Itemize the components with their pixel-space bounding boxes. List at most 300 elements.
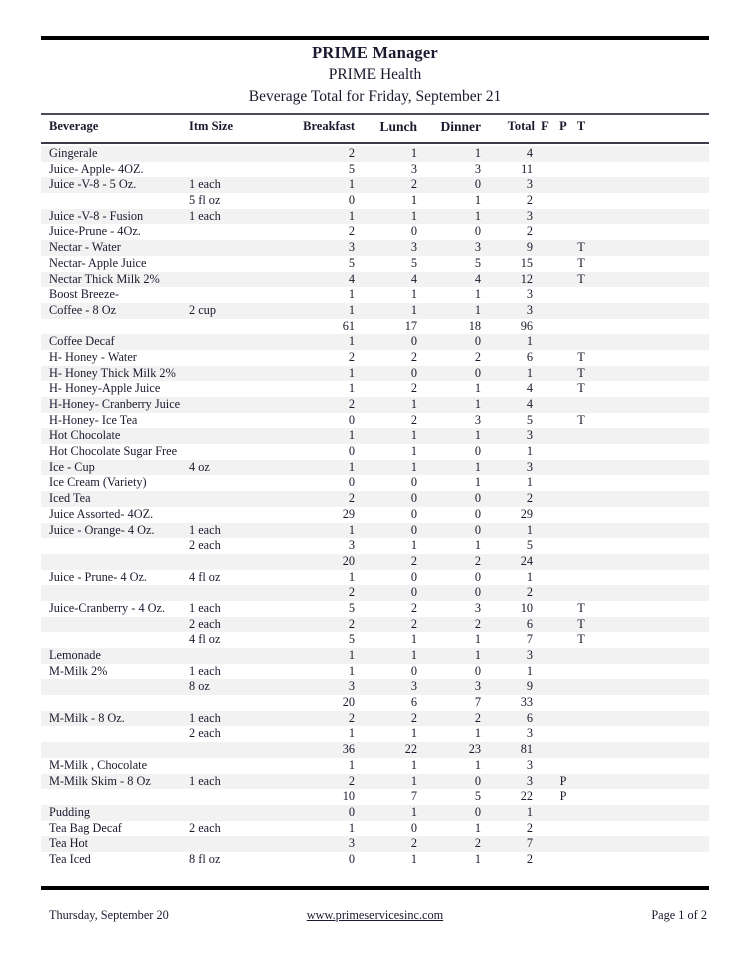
table-row (41, 554, 709, 570)
table-row (41, 256, 709, 272)
cell-beverage: Coffee - 8 Oz (49, 302, 117, 317)
cell-dinner: 18 (468, 318, 481, 333)
cell-dinner: 1 (474, 208, 481, 223)
cell-breakfast: 3 (348, 679, 355, 694)
cell-item-size: 5 fl oz (189, 193, 221, 208)
cell-breakfast: 0 (348, 412, 355, 427)
cell-item-size: 1 each (189, 600, 221, 615)
cell-dinner: 1 (474, 459, 481, 474)
cell-breakfast: 3 (348, 836, 355, 851)
column-header-breakfast: Breakfast (303, 119, 355, 133)
table-row (41, 381, 709, 397)
table-row (41, 366, 709, 382)
cell-dinner: 3 (474, 240, 481, 255)
cell-breakfast: 2 (348, 349, 355, 364)
cell-lunch: 1 (410, 773, 417, 788)
cell-dinner: 0 (474, 224, 481, 239)
cell-lunch: 2 (410, 836, 417, 851)
cell-total: 3 (526, 773, 533, 788)
table-row (41, 334, 709, 350)
table-row (41, 711, 709, 727)
cell-breakfast: 2 (348, 710, 355, 725)
cell-total: 2 (526, 224, 533, 239)
cell-beverage: H- Honey-Apple Juice (49, 381, 161, 396)
cell-total: 2 (526, 851, 533, 866)
cell-total: 11 (521, 161, 533, 176)
cell-lunch: 1 (410, 804, 417, 819)
table-row (41, 726, 709, 742)
cell-breakfast: 2 (348, 616, 355, 631)
footer-website-link[interactable]: www.primeservicesinc.com (306, 908, 444, 922)
cell-breakfast: 1 (348, 287, 355, 302)
cell-beverage: H-Honey- Ice Tea (49, 412, 138, 427)
column-header-beverage: Beverage (49, 119, 99, 133)
cell-lunch: 0 (410, 522, 417, 537)
column-header-item-size: Itm Size (189, 119, 234, 133)
cell-flag-t: T (577, 600, 585, 615)
cell-beverage: H- Honey - Water (49, 349, 137, 364)
cell-lunch: 1 (410, 397, 417, 411)
cell-breakfast: 5 (348, 255, 355, 270)
cell-breakfast: 20 (342, 553, 355, 568)
cell-lunch: 1 (410, 287, 417, 302)
cell-dinner: 1 (474, 632, 481, 647)
cell-beverage: M-Milk , Chocolate (49, 757, 148, 772)
cell-beverage: Boost Breeze- (49, 287, 119, 302)
cell-breakfast: 61 (342, 318, 355, 333)
cell-total: 33 (520, 695, 533, 710)
cell-dinner: 2 (474, 616, 481, 631)
cell-total: 2 (526, 491, 533, 506)
cell-flag-t: T (577, 632, 585, 647)
cell-lunch: 0 (410, 569, 417, 584)
cell-total: 1 (526, 444, 533, 459)
cell-breakfast: 2 (348, 397, 355, 411)
table-row (41, 836, 709, 852)
table-row (41, 679, 709, 695)
cell-lunch: 0 (410, 224, 417, 239)
cell-item-size: 2 each (189, 616, 221, 631)
cell-item-size: 1 each (189, 710, 221, 725)
cell-item-size: 2 each (189, 538, 221, 553)
cell-item-size: 4 fl oz (189, 569, 221, 584)
cell-flag-t: T (577, 271, 585, 286)
cell-dinner: 3 (474, 679, 481, 694)
report-title-block (41, 42, 709, 108)
cell-total: 3 (526, 208, 533, 223)
cell-total: 29 (520, 506, 533, 521)
cell-breakfast: 1 (348, 569, 355, 584)
footer-date: Thursday, September 20 (49, 908, 169, 922)
cell-beverage: Juice-Cranberry - 4 Oz. (49, 600, 166, 615)
cell-dinner: 0 (474, 506, 481, 521)
cell-lunch: 1 (410, 302, 417, 317)
table-row (41, 287, 709, 303)
cell-dinner: 23 (468, 742, 481, 757)
cell-lunch: 4 (410, 271, 417, 286)
cell-item-size: 1 each (189, 663, 221, 678)
cell-breakfast: 2 (348, 491, 355, 506)
cell-item-size: 8 oz (189, 679, 210, 694)
cell-breakfast: 5 (348, 600, 355, 615)
cell-breakfast: 1 (348, 663, 355, 678)
cell-total: 1 (526, 365, 533, 380)
cell-total: 3 (526, 757, 533, 772)
cell-beverage: Iced Tea (49, 491, 91, 506)
cell-total: 9 (526, 679, 533, 694)
cell-lunch: 2 (410, 177, 417, 192)
cell-breakfast: 36 (342, 742, 355, 757)
cell-breakfast: 2 (348, 585, 355, 600)
cell-breakfast: 2 (348, 224, 355, 239)
cell-total: 6 (526, 710, 533, 725)
cell-item-size: 1 each (189, 773, 221, 788)
cell-breakfast: 1 (348, 459, 355, 474)
column-header-total: Total (507, 119, 535, 133)
cell-lunch: 1 (410, 459, 417, 474)
cell-lunch: 0 (410, 365, 417, 380)
cell-lunch: 2 (410, 616, 417, 631)
cell-total: 1 (526, 569, 533, 584)
table-header-row (41, 119, 709, 141)
cell-total: 6 (526, 349, 533, 364)
table-row (41, 507, 709, 523)
cell-dinner: 1 (474, 648, 481, 662)
cell-item-size: 8 fl oz (189, 851, 221, 866)
cell-beverage: Gingerale (49, 146, 98, 160)
cell-breakfast: 10 (342, 789, 355, 804)
cell-dinner: 1 (474, 757, 481, 772)
cell-beverage: Juice -V-8 - Fusion (49, 208, 144, 223)
cell-dinner: 0 (474, 804, 481, 819)
cell-dinner: 1 (474, 475, 481, 490)
cell-total: 3 (526, 648, 533, 662)
cell-item-size: 1 each (189, 177, 221, 192)
cell-lunch: 2 (410, 710, 417, 725)
footer-website-wrap (41, 906, 709, 924)
report-sheet (41, 0, 709, 972)
cell-dinner: 0 (474, 773, 481, 788)
cell-lunch: 1 (410, 146, 417, 160)
cell-beverage: Juice Assorted- 4OZ. (49, 506, 154, 521)
cell-breakfast: 1 (348, 381, 355, 396)
table-row (41, 695, 709, 711)
table-row (41, 224, 709, 240)
page-title: PRIME Manager (312, 43, 438, 62)
cell-beverage: Pudding (49, 804, 90, 819)
cell-beverage: Nectar- Apple Juice (49, 255, 147, 270)
cell-flag-p: P (559, 773, 567, 788)
column-header-flag-p: P (559, 119, 567, 133)
cell-dinner: 2 (474, 553, 481, 568)
cell-dinner: 0 (474, 522, 481, 537)
cell-lunch: 1 (410, 444, 417, 459)
table-row (41, 428, 709, 444)
cell-breakfast: 0 (348, 444, 355, 459)
cell-item-size: 2 each (189, 726, 221, 741)
table-row (41, 617, 709, 633)
cell-breakfast: 1 (348, 820, 355, 835)
organization-name: PRIME Health (328, 66, 422, 83)
cell-total: 5 (526, 538, 533, 553)
cell-beverage: Hot Chocolate (49, 428, 121, 443)
table-row (41, 146, 709, 162)
cell-lunch: 0 (410, 820, 417, 835)
table-row (41, 475, 709, 491)
table-row (41, 272, 709, 288)
table-row (41, 852, 709, 868)
cell-total: 3 (526, 177, 533, 192)
table-row (41, 585, 709, 601)
table-row (41, 758, 709, 774)
cell-dinner: 1 (474, 851, 481, 866)
footer-page-number: Page 1 of 2 (651, 908, 707, 922)
cell-item-size: 1 each (189, 208, 221, 223)
cell-beverage: Tea Bag Decaf (49, 820, 122, 835)
cell-breakfast: 0 (348, 804, 355, 819)
cell-beverage: H-Honey- Cranberry Juice (49, 397, 181, 411)
cell-dinner: 0 (474, 365, 481, 380)
footer-rule (41, 886, 709, 890)
page-footer (41, 906, 709, 924)
cell-total: 24 (520, 553, 533, 568)
table-row (41, 523, 709, 539)
cell-total: 10 (520, 600, 533, 615)
cell-beverage: Lemonade (49, 648, 101, 662)
cell-lunch: 2 (410, 553, 417, 568)
cell-dinner: 7 (474, 695, 481, 710)
table-row (41, 570, 709, 586)
cell-dinner: 1 (474, 193, 481, 208)
cell-breakfast: 1 (348, 334, 355, 349)
column-header-lunch: Lunch (379, 119, 417, 134)
cell-total: 1 (526, 334, 533, 349)
cell-dinner: 2 (474, 710, 481, 725)
cell-dinner: 1 (474, 428, 481, 443)
cell-beverage: Hot Chocolate Sugar Free (49, 444, 178, 459)
cell-total: 3 (526, 459, 533, 474)
cell-dinner: 0 (474, 585, 481, 600)
cell-lunch: 2 (410, 412, 417, 427)
cell-breakfast: 0 (348, 475, 355, 490)
table-row (41, 350, 709, 366)
cell-lunch: 3 (410, 679, 417, 694)
cell-lunch: 17 (404, 318, 417, 333)
cell-beverage: H- Honey Thick Milk 2% (49, 365, 176, 380)
cell-dinner: 1 (474, 820, 481, 835)
cell-total: 9 (526, 240, 533, 255)
cell-lunch: 1 (410, 428, 417, 443)
cell-total: 96 (520, 318, 533, 333)
cell-breakfast: 1 (348, 428, 355, 443)
cell-dinner: 3 (474, 600, 481, 615)
table-row (41, 460, 709, 476)
cell-dinner: 1 (474, 302, 481, 317)
cell-flag-t: T (577, 616, 585, 631)
cell-lunch: 1 (410, 538, 417, 553)
table-row (41, 319, 709, 335)
cell-breakfast: 3 (348, 240, 355, 255)
cell-beverage: Juice-Prune - 4Oz. (49, 224, 141, 239)
cell-total: 3 (526, 726, 533, 741)
cell-beverage: Nectar Thick Milk 2% (49, 271, 160, 286)
cell-dinner: 1 (474, 381, 481, 396)
cell-breakfast: 1 (348, 726, 355, 741)
cell-total: 3 (526, 302, 533, 317)
cell-total: 15 (520, 255, 533, 270)
cell-total: 1 (526, 663, 533, 678)
table-row (41, 303, 709, 319)
cell-dinner: 1 (474, 397, 481, 411)
cell-dinner: 1 (474, 538, 481, 553)
table-row (41, 444, 709, 460)
cell-total: 4 (526, 381, 533, 396)
cell-breakfast: 1 (348, 757, 355, 772)
cell-breakfast: 1 (348, 177, 355, 192)
table-row (41, 193, 709, 209)
cell-flag-t: T (577, 381, 585, 396)
cell-dinner: 5 (474, 789, 481, 804)
cell-dinner: 1 (474, 146, 481, 160)
cell-beverage: Tea Iced (49, 851, 91, 866)
table-row (41, 538, 709, 554)
cell-total: 1 (526, 522, 533, 537)
cell-flag-p: P (559, 789, 567, 804)
cell-beverage: Juice -V-8 - 5 Oz. (49, 177, 137, 192)
cell-dinner: 5 (474, 255, 481, 270)
header-rule-lower (41, 142, 709, 144)
cell-total: 7 (526, 836, 533, 851)
cell-beverage: Nectar - Water (49, 240, 121, 255)
cell-total: 7 (526, 632, 533, 647)
cell-lunch: 1 (410, 757, 417, 772)
cell-beverage: Juice - Orange- 4 Oz. (49, 522, 155, 537)
cell-lunch: 0 (410, 663, 417, 678)
cell-flag-t: T (577, 255, 585, 270)
cell-total: 4 (526, 397, 533, 411)
cell-dinner: 4 (474, 271, 481, 286)
header-top-rule (41, 36, 709, 40)
cell-breakfast: 2 (348, 773, 355, 788)
cell-breakfast: 1 (348, 208, 355, 223)
table-row (41, 805, 709, 821)
cell-total: 3 (526, 428, 533, 443)
cell-dinner: 0 (474, 444, 481, 459)
cell-breakfast: 1 (348, 522, 355, 537)
cell-breakfast: 0 (348, 851, 355, 866)
cell-item-size: 2 each (189, 820, 221, 835)
cell-lunch: 22 (404, 742, 417, 757)
table-row (41, 789, 709, 805)
cell-lunch: 0 (410, 491, 417, 506)
cell-total: 2 (526, 585, 533, 600)
cell-flag-t: T (577, 412, 585, 427)
table-row (41, 742, 709, 758)
cell-total: 1 (526, 804, 533, 819)
cell-lunch: 1 (410, 193, 417, 208)
header-rule-upper (41, 113, 709, 115)
cell-lunch: 0 (410, 475, 417, 490)
table-row (41, 413, 709, 429)
cell-breakfast: 3 (348, 538, 355, 553)
cell-item-size: 4 oz (189, 459, 210, 474)
cell-flag-t: T (577, 240, 585, 255)
cell-beverage: Tea Hot (49, 836, 89, 851)
cell-total: 22 (520, 789, 533, 804)
cell-breakfast: 2 (348, 146, 355, 160)
table-row (41, 240, 709, 256)
cell-lunch: 6 (410, 695, 417, 710)
cell-lunch: 1 (410, 726, 417, 741)
table-row (41, 177, 709, 193)
cell-beverage: Coffee Decaf (49, 334, 115, 349)
cell-breakfast: 20 (342, 695, 355, 710)
table-row (41, 648, 709, 664)
cell-total: 3 (526, 287, 533, 302)
table-row (41, 162, 709, 178)
cell-breakfast: 5 (348, 161, 355, 176)
cell-lunch: 2 (410, 349, 417, 364)
table-row (41, 397, 709, 413)
cell-lunch: 7 (410, 789, 417, 804)
cell-breakfast: 4 (348, 271, 355, 286)
cell-beverage: M-Milk Skim - 8 Oz (49, 773, 151, 788)
cell-beverage: M-Milk 2% (49, 663, 108, 678)
cell-total: 2 (526, 820, 533, 835)
cell-item-size: 2 cup (189, 302, 216, 317)
cell-dinner: 2 (474, 836, 481, 851)
column-header-flag-t: T (576, 119, 586, 133)
cell-dinner: 0 (474, 177, 481, 192)
cell-dinner: 0 (474, 663, 481, 678)
table-row (41, 821, 709, 837)
cell-lunch: 3 (410, 240, 417, 255)
cell-item-size: 4 fl oz (189, 632, 221, 647)
table-row (41, 601, 709, 617)
cell-lunch: 0 (410, 506, 417, 521)
cell-dinner: 1 (474, 726, 481, 741)
cell-breakfast: 0 (348, 193, 355, 208)
cell-beverage: Ice Cream (Variety) (49, 475, 147, 490)
cell-beverage: M-Milk - 8 Oz. (49, 710, 125, 725)
cell-total: 1 (526, 475, 533, 490)
beverage-table-body (41, 146, 709, 868)
cell-beverage: Juice - Prune- 4 Oz. (49, 569, 148, 584)
cell-beverage: Ice - Cup (49, 459, 95, 474)
report-subtitle: Beverage Total for Friday, September 21 (248, 88, 502, 105)
cell-lunch: 1 (410, 208, 417, 223)
cell-breakfast: 1 (348, 648, 355, 662)
cell-flag-t: T (577, 349, 585, 364)
cell-dinner: 3 (474, 412, 481, 427)
cell-lunch: 0 (410, 585, 417, 600)
cell-breakfast: 1 (348, 365, 355, 380)
table-row (41, 209, 709, 225)
cell-breakfast: 5 (348, 632, 355, 647)
cell-lunch: 1 (410, 851, 417, 866)
cell-total: 81 (520, 742, 533, 757)
cell-breakfast: 29 (342, 506, 355, 521)
cell-item-size: 1 each (189, 522, 221, 537)
cell-total: 4 (526, 146, 533, 160)
cell-dinner: 3 (474, 161, 481, 176)
cell-total: 2 (526, 193, 533, 208)
cell-lunch: 2 (410, 600, 417, 615)
cell-dinner: 0 (474, 491, 481, 506)
cell-lunch: 1 (410, 648, 417, 662)
table-row (41, 491, 709, 507)
cell-dinner: 1 (474, 287, 481, 302)
